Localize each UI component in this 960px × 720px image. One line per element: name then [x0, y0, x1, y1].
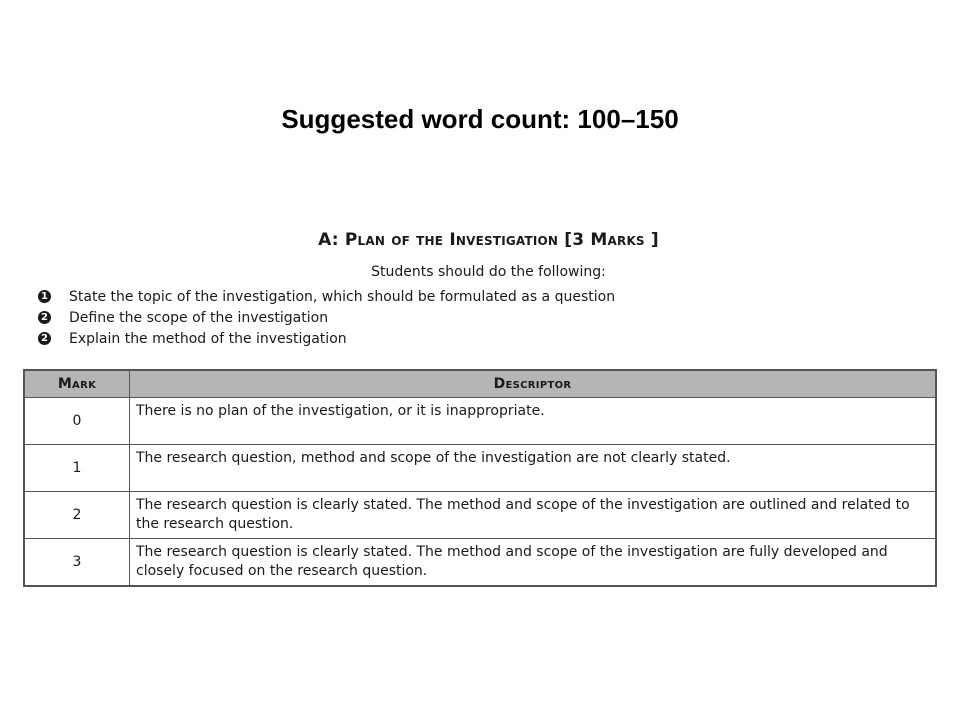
number-badge-icon: 1 [38, 290, 51, 303]
descriptor-cell: There is no plan of the investigation, or it is inappropriate. [130, 398, 937, 445]
step-text: Define the scope of the investigation [69, 309, 329, 326]
table-row [24, 539, 936, 587]
mark-cell: 0 [24, 398, 130, 445]
criterion-intro: Students should do the following: [371, 264, 606, 280]
criterion-title: A: Plan of the Investigation [3 Marks ] [318, 230, 659, 250]
mark-cell: 3 [24, 539, 130, 587]
mark-cell: 2 [24, 492, 130, 539]
descriptor-cell: The research question is clearly stated. The method and scope of the investigation are outlined and related to the research question. [130, 492, 937, 539]
number-badge-icon: 2 [38, 332, 51, 345]
step-text: Explain the method of the investigation [69, 330, 347, 347]
table-row [24, 398, 936, 445]
step-item [38, 328, 615, 349]
descriptor-column-header: Descriptor [130, 370, 937, 398]
step-item [38, 307, 615, 328]
step-item [38, 286, 615, 307]
number-badge-icon: 2 [38, 311, 51, 324]
word-count-heading: Suggested word count: 100–150 [281, 104, 679, 134]
steps-list [38, 286, 615, 349]
rubric-header-row [24, 370, 936, 398]
descriptor-cell: The research question is clearly stated. The method and scope of the investigation are fully developed and closely focused on the research question. [130, 539, 937, 587]
table-row [24, 445, 936, 492]
mark-cell: 1 [24, 445, 130, 492]
mark-column-header: Mark [24, 370, 130, 398]
rubric-table [23, 369, 937, 587]
table-row [24, 492, 936, 539]
step-text: State the topic of the investigation, which should be formulated as a question [69, 288, 616, 305]
descriptor-cell: The research question, method and scope of the investigation are not clearly stated. [130, 445, 937, 492]
